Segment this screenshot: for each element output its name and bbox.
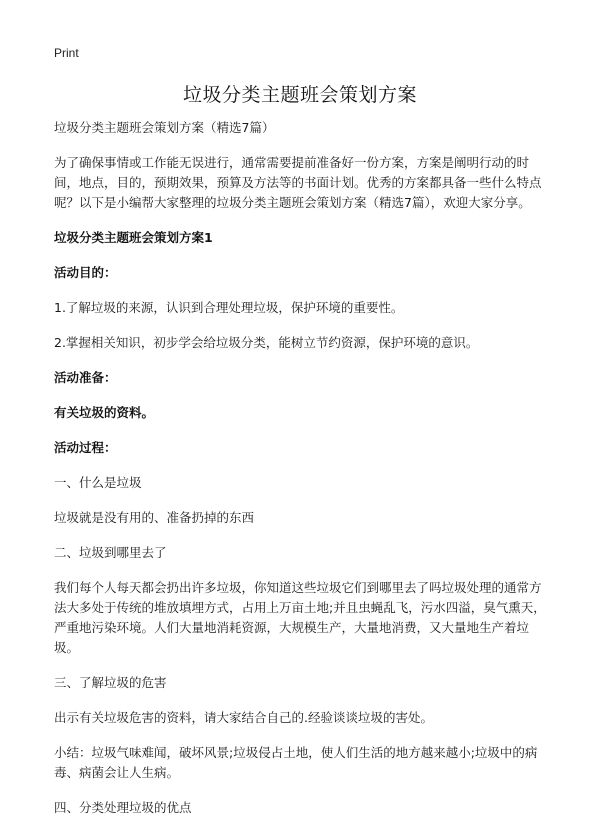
preparation-item: 有关垃圾的资料。	[54, 405, 155, 420]
intro-paragraph: 为了确保事情或工作能无误进行，通常需要提前准备好一份方案，方案是阐明行动的时间，地点，目的，预期效果，预算及方法等的书面计划。优秀的方案都具备一些什么特点呢？以下是小编帮大家整理的垃圾分类主题班会策划方案（精选7篇），欢迎大家分享。	[54, 155, 542, 210]
summary-paragraph: 小结：垃圾气味难闻，破坏风景;垃圾侵占土地，使人们生活的地方越来越小;垃圾中的病毒、病菌会让人生病。	[54, 745, 538, 780]
subheading-purpose: 活动目的：	[54, 265, 117, 280]
print-link[interactable]: Print	[54, 46, 79, 60]
step-2-heading: 二、垃圾到哪里去了	[54, 545, 167, 560]
document-body	[54, 118, 550, 833]
step-3-heading: 三、了解垃圾的危害	[54, 675, 167, 690]
section-heading: 垃圾分类主题班会策划方案1	[54, 230, 213, 245]
purpose-item-2: 2.掌握相关知识，初步学会给垃圾分类，能树立节约资源，保护环境的意识。	[54, 335, 479, 350]
step-1-body: 垃圾就是没有用的、准备扔掉的东西	[54, 510, 255, 525]
subheading-process: 活动过程：	[54, 440, 117, 455]
doc-subtitle: 垃圾分类主题班会策划方案（精选7篇）	[54, 120, 275, 135]
page-title: 垃圾分类主题班会策划方案	[182, 84, 417, 106]
step-2-body: 我们每个人每天都会扔出许多垃圾，你知道这些垃圾它们到哪里去了吗垃圾处理的通常方法大多处于传统的堆放填埋方式，占用上万亩土地;并且虫蝇乱飞，污水四溢，臭气熏天，严重地污染环境。人们大量地消耗资源，大规模生产，大量地消费，又大量地生产着垃圾。	[54, 580, 546, 655]
step-3-body: 出示有关垃圾危害的资料，请大家结合自己的.经验谈谈垃圾的害处。	[54, 710, 433, 725]
step-1-heading: 一、什么是垃圾	[54, 475, 142, 490]
subheading-preparation: 活动准备：	[54, 370, 117, 385]
purpose-item-1: 1.了解垃圾的来源，认识到合理处理垃圾，保护环境的重要性。	[54, 300, 404, 315]
step-4-heading: 四、分类处理垃圾的优点	[54, 800, 192, 815]
